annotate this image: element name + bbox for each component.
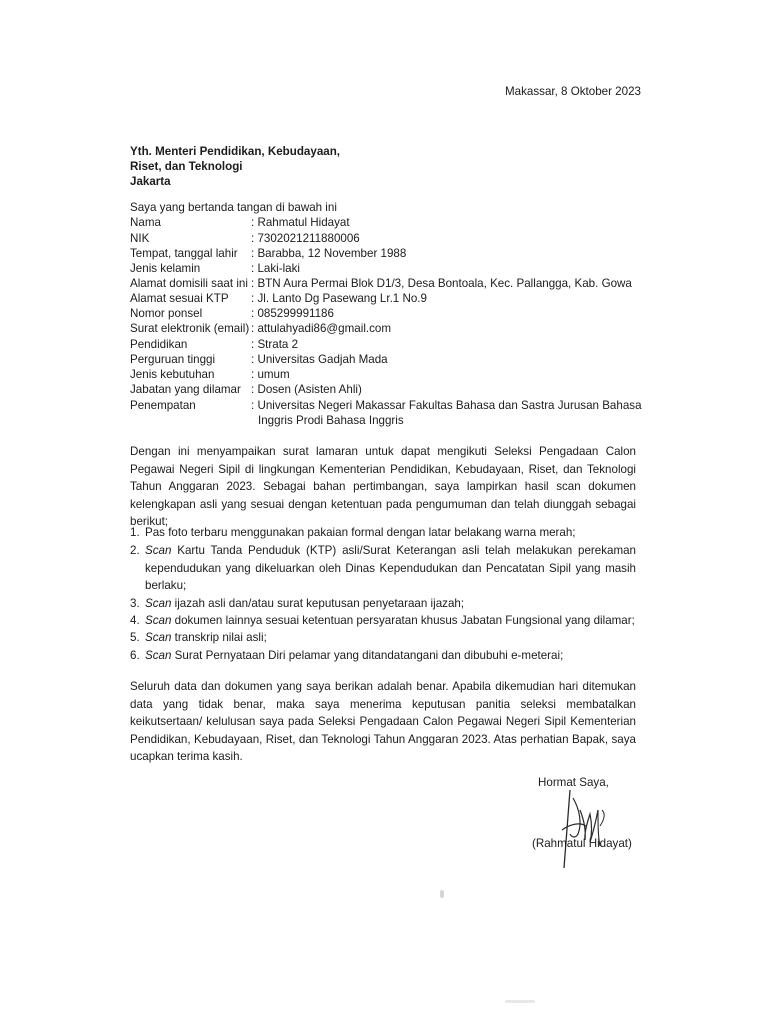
paragraph-declaration: Seluruh data dan dokumen yang saya berikan adalah benar. Apabila dikemudian hari ditemukan data yang tidak benar, maka saya menerima keputusan panitia seleksi membatalkan keikutsertaan/ kelulusan saya pada Seleksi Pengadaan Calon Pegawai Negeri Sipil Kementerian Pendidikan, Kebudayaan, Riset, dan Teknologi Tahun Anggaran 2023. Atas perhatian Bapak, saya ucapkan terima kasih. (130, 680, 636, 763)
list-item (130, 647, 636, 665)
scan-word: Scan (145, 614, 172, 627)
list-text: Pas foto terbaru menggunakan pakaian formal dengan latar belakang warna merah; (145, 526, 576, 539)
list-item (130, 542, 636, 594)
scan-word: Scan (145, 631, 172, 644)
field-value-placement: : Universitas Negeri Makassar Fakultas Bahasa dan Sastra Jurusan Bahasa (251, 399, 642, 412)
scan-word: Scan (145, 597, 172, 610)
list-item (130, 524, 636, 542)
field-label-education: Pendidikan (130, 338, 188, 351)
field-value-phone: : 085299991186 (251, 307, 334, 320)
field-label-placement: Penempatan (130, 399, 196, 412)
scan-artifact (440, 890, 444, 898)
list-text-wrap (145, 612, 636, 630)
list-number: 6. (130, 649, 140, 662)
recipient-line-3: Jakarta (130, 175, 171, 188)
list-number: 4. (130, 614, 140, 627)
list-item (130, 612, 636, 630)
signature-image (540, 780, 620, 870)
list-text-wrap (145, 524, 636, 542)
field-label-position: Jabatan yang dilamar (130, 383, 241, 396)
field-label-ktp-address: Alamat sesuai KTP (130, 292, 229, 305)
field-value-name: : Rahmatul Hidayat (251, 216, 350, 229)
list-text: dokumen lainnya sesuai ketentuan persyaratan khusus Jabatan Fungsional yang dilamar; (171, 614, 635, 627)
list-text: ijazah asli dan/atau surat keputusan penyetaraan ijazah; (171, 597, 465, 610)
list-number: 3. (130, 597, 140, 610)
recipient-line-1: Yth. Menteri Pendidikan, Kebudayaan, (130, 145, 341, 158)
field-label-university: Perguruan tinggi (130, 353, 216, 366)
list-text-wrap (145, 629, 636, 647)
field-label-phone: Nomor ponsel (130, 307, 203, 320)
scan-word: Scan (145, 649, 172, 662)
paragraph-application: Dengan ini menyampaikan surat lamaran untuk dapat mengikuti Seleksi Pengadaan Calon Pegawai Negeri Sipil di lingkungan Kementerian Pendidikan, Kebudayaan, Riset, dan Teknologi Tahun Anggaran 2023. Sebagai bahan pertimbangan, saya lampirkan hasil scan dokumen kelengkapan asli yang sesuai dengan ketentuan pada pengumuman dan telah diunggah sebagai berikut; (130, 445, 636, 528)
field-label-domicile: Alamat domisili saat ini (130, 277, 248, 290)
field-label-need-type: Jenis kebutuhan (130, 368, 215, 381)
field-value-domicile: : BTN Aura Permai Blok D1/3, Desa Bontoala, Kec. Pallangga, Kab. Gowa (251, 277, 632, 290)
list-text: Surat Pernyataan Diri pelamar yang ditandatangani dan dibubuhi e-meterai; (171, 649, 564, 662)
date-line: Makassar, 8 Oktober 2023 (505, 85, 641, 98)
field-label-email: Surat elektronik (email) (130, 322, 250, 335)
scan-word: Scan (145, 544, 172, 557)
list-item (130, 629, 636, 647)
field-label-birth: Tempat, tanggal lahir (130, 247, 238, 260)
field-value-gender: : Laki-laki (251, 262, 300, 275)
list-number: 1. (130, 526, 140, 539)
field-label-name: Nama (130, 216, 161, 229)
list-text-wrap (145, 647, 636, 665)
recipient-line-2: Riset, dan Teknologi (130, 160, 243, 173)
intro-line: Saya yang bertanda tangan di bawah ini (130, 201, 337, 214)
scan-artifact (505, 1000, 535, 1003)
field-value-nik: : 7302021211880006 (251, 232, 360, 245)
field-value-birth: : Barabba, 12 November 1988 (251, 247, 407, 260)
field-value-email: : attulahyadi86@gmail.com (251, 322, 392, 335)
list-number: 2. (130, 544, 140, 557)
closing-greeting: Hormat Saya, (538, 776, 609, 789)
list-text: transkrip nilai asli; (171, 631, 267, 644)
field-value-need-type: : umum (251, 368, 290, 381)
list-text-wrap (145, 542, 636, 595)
field-label-nik: NIK (130, 232, 150, 245)
list-text: Kartu Tanda Penduduk (KTP) asli/Surat Keterangan asli telah melakukan perekaman kependudukan yang dikeluarkan oleh Dinas Kependudukan dan Pencatatan Sipil yang masih berlaku; (145, 544, 636, 592)
list-number: 5. (130, 631, 140, 644)
field-value-education: : Strata 2 (251, 338, 299, 351)
field-label-gender: Jenis kelamin (130, 262, 201, 275)
list-item (130, 595, 636, 613)
field-value-ktp-address: : Jl. Lanto Dg Pasewang Lr.1 No.9 (251, 292, 427, 305)
field-value-placement-line2: Inggris Prodi Bahasa Inggris (258, 414, 404, 427)
list-text-wrap (145, 595, 636, 613)
field-value-position: : Dosen (Asisten Ahli) (251, 383, 362, 396)
field-value-university: : Universitas Gadjah Mada (251, 353, 388, 366)
signer-name: (Rahmatul Hidayat) (532, 837, 632, 850)
